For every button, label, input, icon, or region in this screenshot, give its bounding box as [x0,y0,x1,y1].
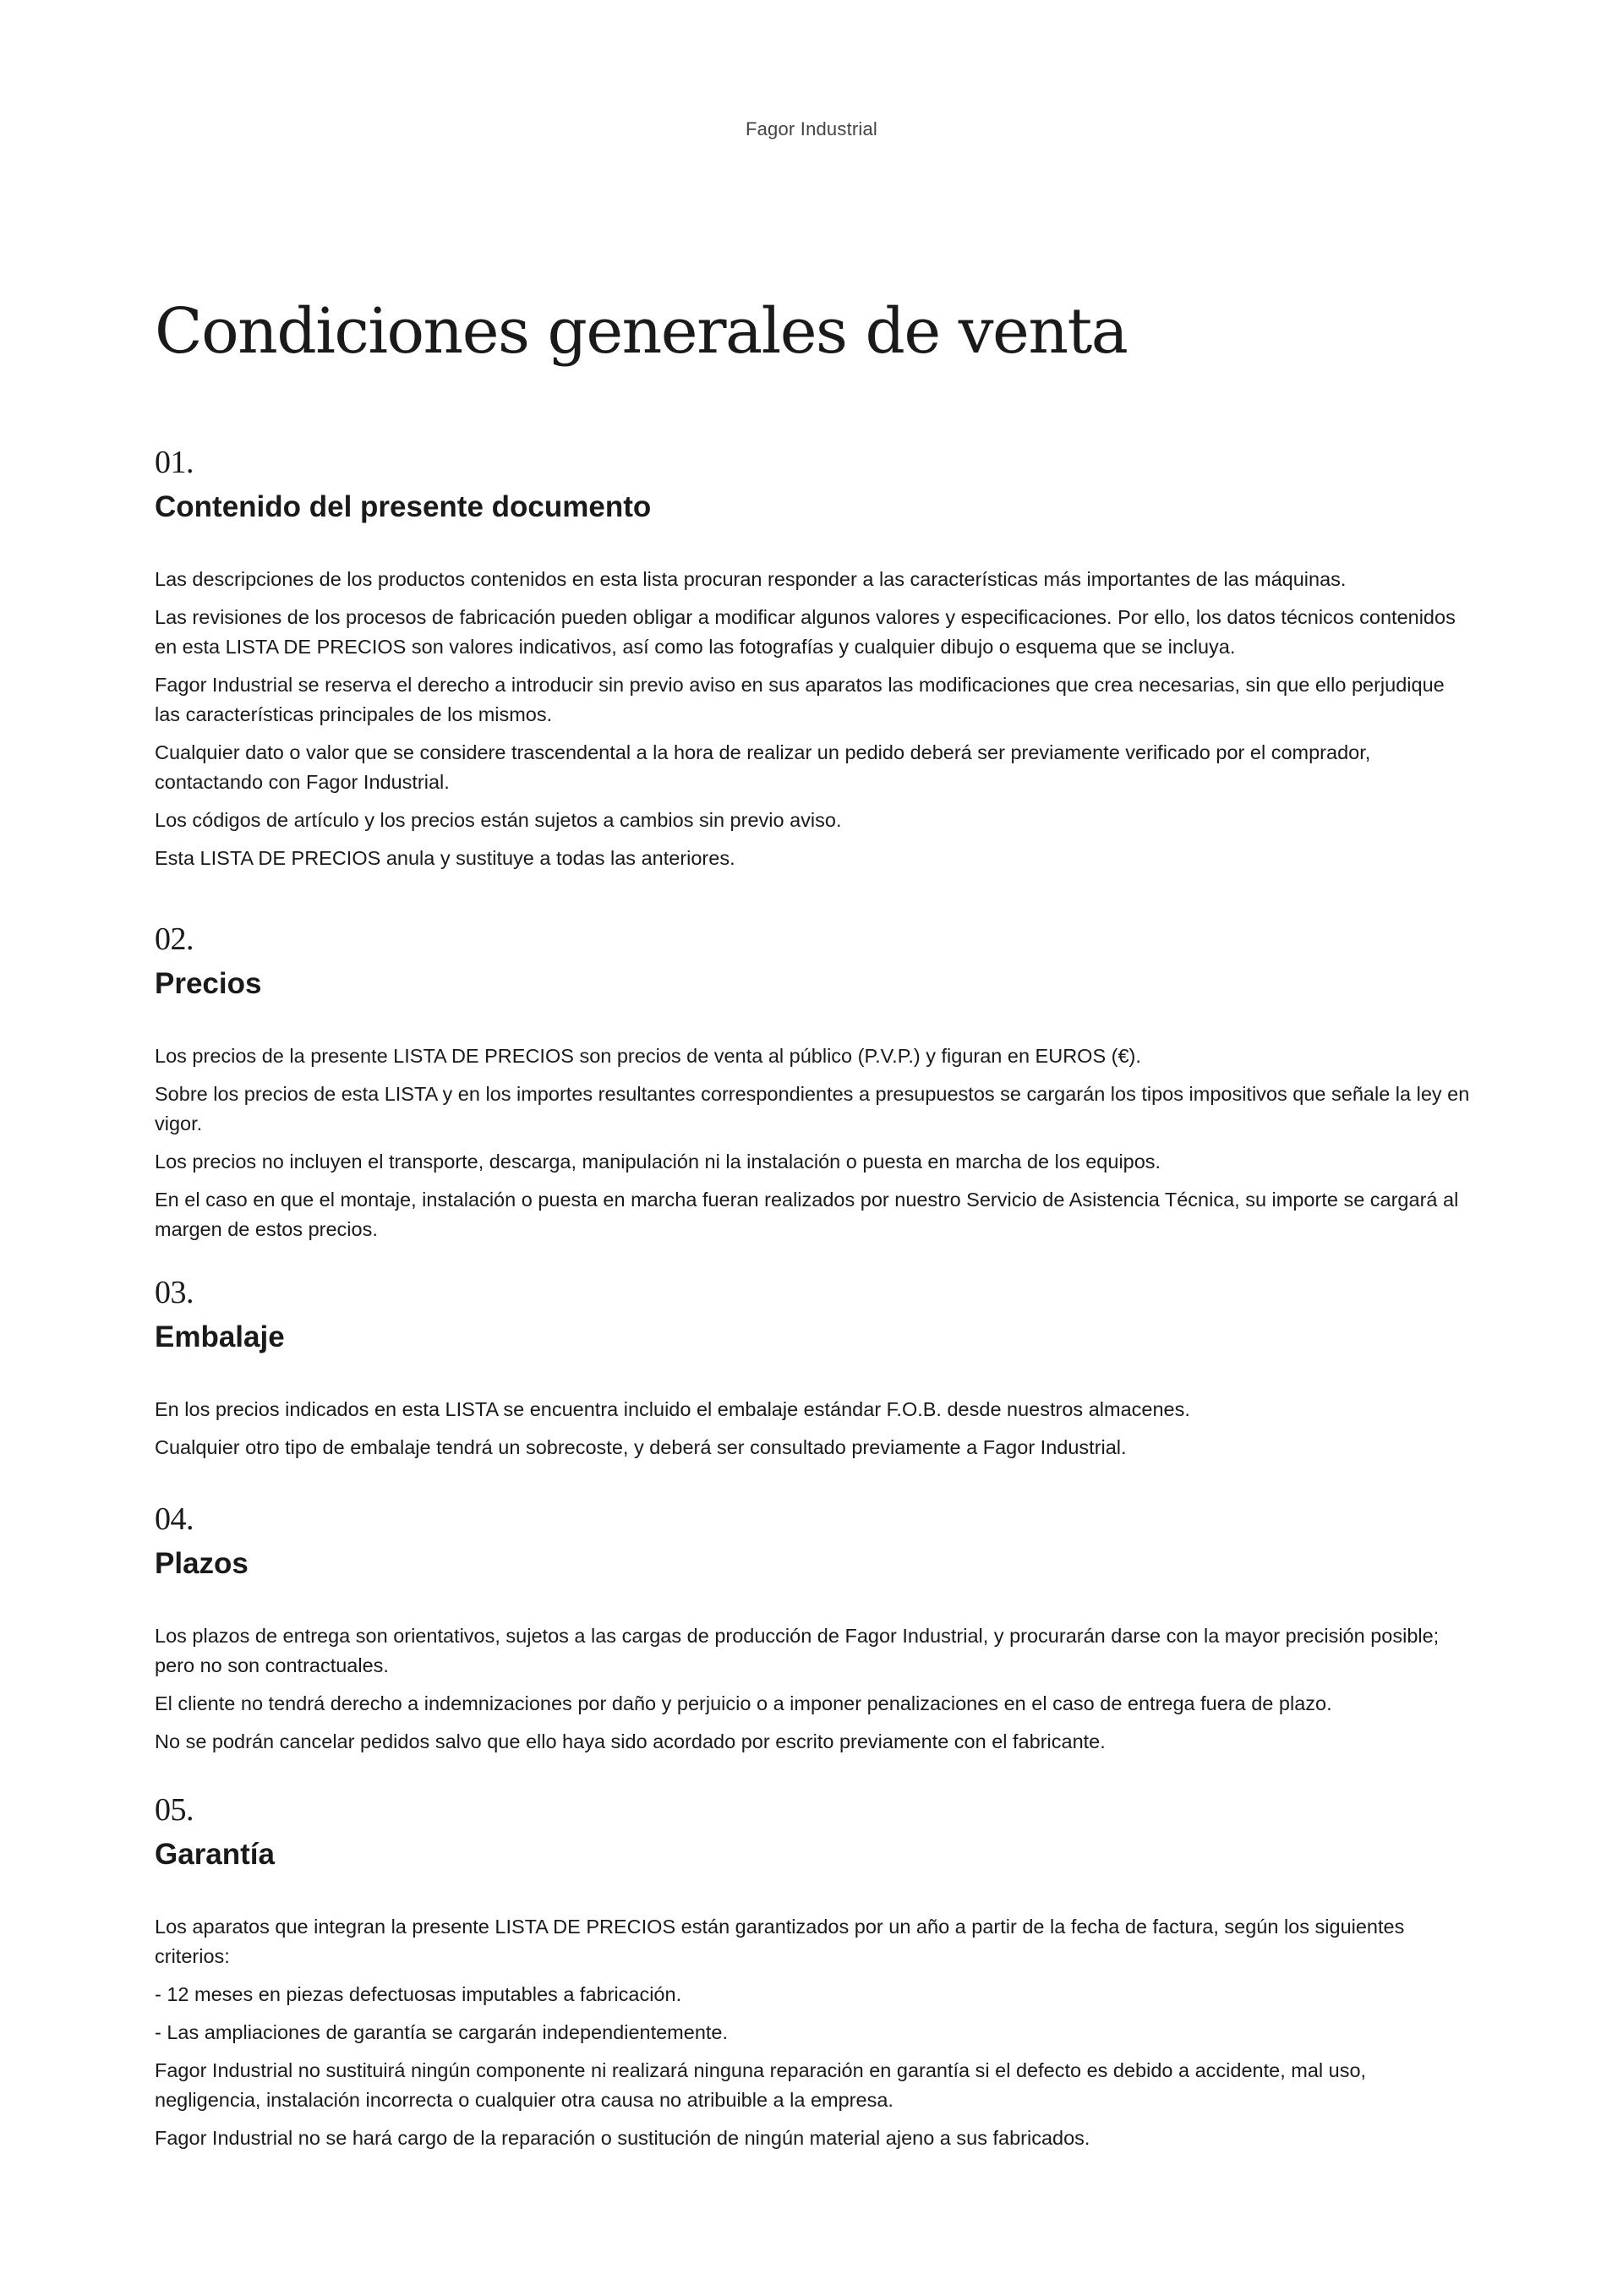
paragraph: No se podrán cancelar pedidos salvo que ello haya sido acordado por escrito previamente con el fabricante. [155,1730,1106,1753]
section-number: 01. [155,445,194,480]
section-number: 05. [155,1792,194,1828]
paragraph: Los plazos de entrega son orientativos, sujetos a las cargas de producción de Fagor Industrial, y procurarán darse con la mayor precisión posible; pero no son contractuales. [155,1625,1440,1677]
paragraph: Esta LISTA DE PRECIOS anula y sustituye a todas las anteriores. [155,847,735,870]
paragraph: Los aparatos que integran la presente LISTA DE PRECIOS están garantizados por un año a partir de la fecha de factura, según los siguientes criterios: [155,1916,1405,1968]
paragraph: En los precios indicados en esta LISTA se encuentra incluido el embalaje estándar F.O.B. desde nuestros almacenes. [155,1398,1190,1421]
section-body [155,1621,1473,1757]
section-body [155,1041,1473,1244]
section-number: 02. [155,921,194,957]
section-title: Embalaje [155,1320,285,1353]
section-body [155,1395,1473,1462]
section-plazos [155,1503,1473,1765]
paragraph: - 12 meses en piezas defectuosas imputables a fabricación. [155,1983,682,2006]
section-title: Plazos [155,1547,249,1580]
section-title: Contenido del presente documento [155,490,652,523]
header-brand: Fagor Industrial [745,118,878,139]
paragraph: Los precios de la presente LISTA DE PRECIOS son precios de venta al público (P.V.P.) y figuran en EUROS (€). [155,1045,1141,1068]
section-embalaje [155,1276,1473,1471]
paragraph: Las descripciones de los productos contenidos en esta lista procuran responder a las características más importantes de las máquinas. [155,568,1347,591]
section-number: 04. [155,1501,194,1537]
paragraph: Fagor Industrial no sustituirá ningún componente ni realizará ninguna reparación en garantía si el defecto es debido a accidente, mal uso, negligencia, instalación incorrecta o cualquier otra causa no atribuible a la empresa. [155,2059,1367,2112]
paragraph: - Las ampliaciones de garantía se cargarán independientemente. [155,2021,729,2044]
paragraph: Cualquier dato o valor que se considere trascendental a la hora de realizar un pedido deberá ser previamente verificado por el comprador, contactando con Fagor Industrial. [155,741,1371,794]
paragraph: Cualquier otro tipo de embalaje tendrá un sobrecoste, y deberá ser consultado previamente a Fagor Industrial. [155,1436,1127,1459]
paragraph: Fagor Industrial se reserva el derecho a introducir sin previo aviso en sus aparatos las modificaciones que crea necesarias, sin que ello perjudique las características principales de los mismos. [155,674,1445,726]
paragraph: Las revisiones de los procesos de fabricación pueden obligar a modificar algunos valores y especificaciones. Por ello, los datos técnicos contenidos en esta LISTA DE PRECIOS son valores indicativos, así como las fotografías y cualquier dibujo o esquema que se incluya. [155,606,1456,659]
section-body [155,565,1473,873]
paragraph: El cliente no tendrá derecho a indemnizaciones por daño y perjuicio o a imponer penalizaciones en el caso de entrega fuera de plazo. [155,1692,1332,1715]
section-number: 03. [155,1275,194,1310]
page-title: Condiciones generales de venta [155,295,1128,368]
section-body [155,1912,1473,2153]
paragraph: Fagor Industrial no se hará cargo de la reparación o sustitución de ningún material ajeno a sus fabricados. [155,2127,1090,2150]
paragraph: Los códigos de artículo y los precios están sujetos a cambios sin previo aviso. [155,809,842,832]
section-garantia [155,1794,1473,2162]
section-precios [155,923,1473,1253]
paragraph: Sobre los precios de esta LISTA y en los importes resultantes correspondientes a presupuestos se cargarán los tipos impositivos que señale la ley en vigor. [155,1083,1470,1135]
section-contenido [155,446,1473,882]
section-title: Precios [155,967,262,1000]
paragraph: En el caso en que el montaje, instalación o puesta en marcha fueran realizados por nuestro Servicio de Asistencia Técnica, su importe se cargará al margen de estos precios. [155,1189,1459,1241]
section-title: Garantía [155,1838,275,1871]
paragraph: Los precios no incluyen el transporte, descarga, manipulación ni la instalación o puesta en marcha de los equipos. [155,1151,1161,1173]
